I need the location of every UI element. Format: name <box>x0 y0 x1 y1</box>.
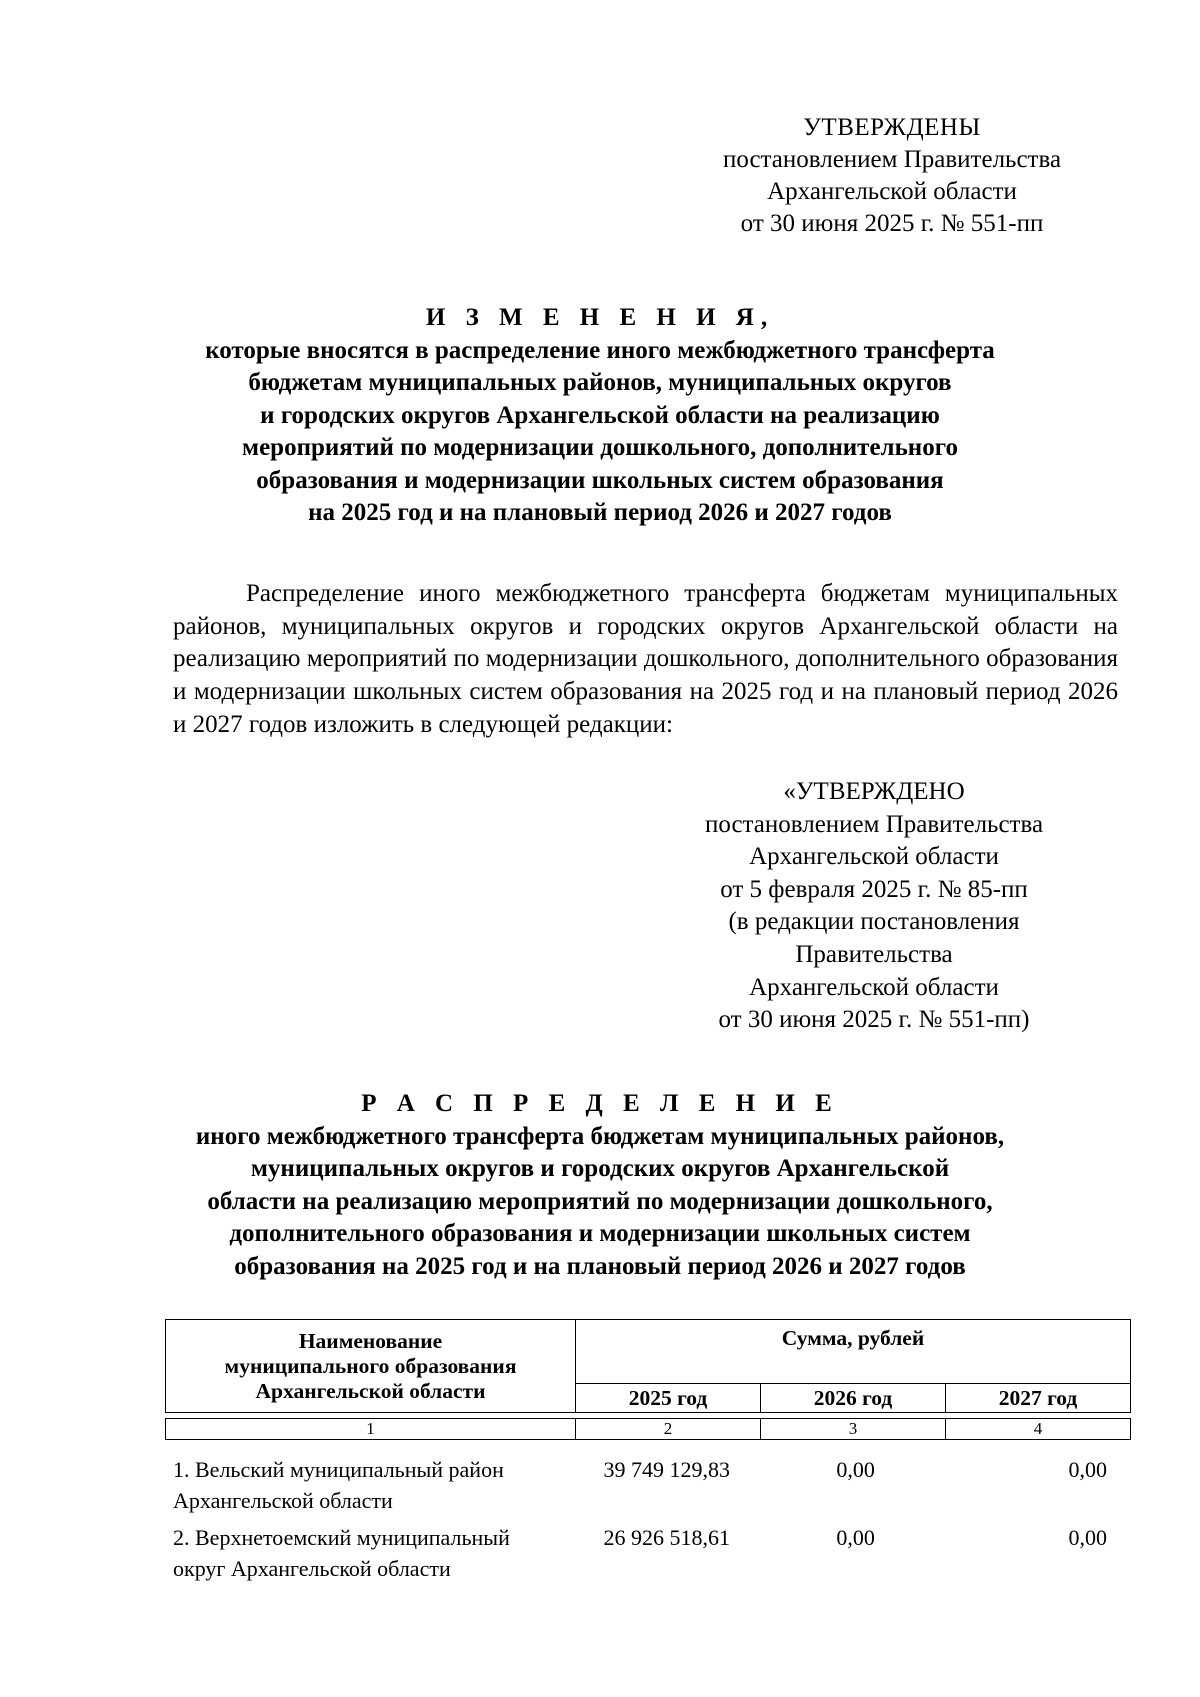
heading-line: и городских округов Архангельской области на реализацию <box>260 401 940 429</box>
distribution-line: образования на 2025 год и на плановый период 2026 и 2027 годов <box>234 1252 966 1280</box>
table-row <box>165 1522 1131 1584</box>
heading-line: образования и модернизации школьных систем образования <box>256 466 944 494</box>
value-2026: 0,00 <box>836 1525 875 1550</box>
table-body <box>165 1454 1131 1584</box>
value-2025: 26 926 518,61 <box>603 1525 731 1550</box>
heading-line: мероприятий по модернизации дошкольного, дополнительного <box>242 434 958 461</box>
changes-heading <box>150 302 1050 530</box>
municipality-name-line: Архангельской области <box>173 1488 393 1513</box>
body-paragraph: Распределение иного межбюджетного трансферта бюджетам муниципальных районов, муниципальных округов и городских округов Архангельской области на реализацию мероприятий по модернизации дошкольного, дополнительного образования и модернизации школьных систем образования на 2025 год и на плановый период 2026 и 2027 годов изложить в следующей редакции: <box>173 580 1118 738</box>
header-name-line: Наименование <box>298 1328 443 1353</box>
heading-line: которые вносятся в распределение иного межбюджетного трансферта <box>205 336 995 364</box>
value-2025: 39 749 129,83 <box>603 1457 731 1482</box>
heading-line: на 2025 год и на плановый период 2026 и 2027 годов <box>308 499 892 526</box>
value-2027: 0,00 <box>1068 1457 1107 1482</box>
approval-line: Архангельской области <box>767 178 1017 205</box>
header-year-2025: 2025 год <box>576 1384 761 1413</box>
distribution-table <box>165 1319 1131 1590</box>
changes-title: И З М Е Н Е Н И Я, <box>425 304 775 331</box>
municipality-name-line: 2. Верхнетоемский муниципальный <box>173 1525 510 1550</box>
column-number: 2 <box>576 1419 761 1440</box>
quote-line: Архангельской области <box>749 843 999 871</box>
approval-line: от 30 июня 2025 г. № 551-пп <box>740 210 1044 237</box>
quote-line: от 5 февраля 2025 г. № 85-пп <box>720 875 1028 903</box>
quote-line: Правительства <box>795 940 953 968</box>
distribution-title: Р А С П Р Е Д Е Л Е Н И Е <box>361 1090 839 1117</box>
distribution-line: области на реализацию мероприятий по модернизации дошкольного, <box>207 1187 993 1215</box>
distribution-line: муниципальных округов и городских округов Архангельской <box>250 1155 950 1182</box>
distribution-line: иного межбюджетного трансферта бюджетам муниципальных районов, <box>195 1122 1005 1150</box>
municipality-name <box>165 1522 570 1584</box>
header-name-line: муниципального образования <box>224 1353 517 1378</box>
quoted-approval-stamp <box>668 776 1080 1037</box>
quote-line: от 30 июня 2025 г. № 551-пп) <box>718 1006 1030 1034</box>
header-name-line: Архангельской области <box>255 1378 486 1403</box>
municipality-name <box>165 1454 570 1516</box>
value-2027: 0,00 <box>1068 1525 1107 1550</box>
header-municipality <box>166 1320 576 1413</box>
heading-line: бюджетам муниципальных районов, муниципальных округов <box>248 369 952 396</box>
approval-line: постановлением Правительства <box>722 146 1062 173</box>
quote-line: Архангельской области <box>749 973 999 1001</box>
municipality-name-line: 1. Вельский муниципальный район <box>173 1457 504 1482</box>
value-2026: 0,00 <box>836 1457 875 1482</box>
municipality-name-line: округ Архангельской области <box>173 1556 451 1581</box>
quote-line: (в редакции постановления <box>728 908 1020 936</box>
quote-line: постановлением Правительства <box>704 810 1044 838</box>
header-year-2027: 2027 год <box>946 1384 1131 1413</box>
distribution-heading <box>150 1088 1050 1283</box>
table-header <box>165 1319 1131 1413</box>
header-sum: Сумма, рублей <box>576 1320 1131 1384</box>
quote-line: «УТВЕРЖДЕНО <box>783 778 965 805</box>
column-numbers-row <box>165 1418 1131 1440</box>
approval-stamp <box>686 112 1098 240</box>
column-number: 3 <box>761 1419 946 1440</box>
column-number: 1 <box>166 1419 576 1440</box>
distribution-line: дополнительного образования и модернизации школьных систем <box>229 1220 971 1247</box>
approval-title: УТВЕРЖДЕНЫ <box>803 114 981 141</box>
table-row <box>165 1454 1131 1516</box>
header-year-2026: 2026 год <box>761 1384 946 1413</box>
column-number: 4 <box>946 1419 1131 1440</box>
